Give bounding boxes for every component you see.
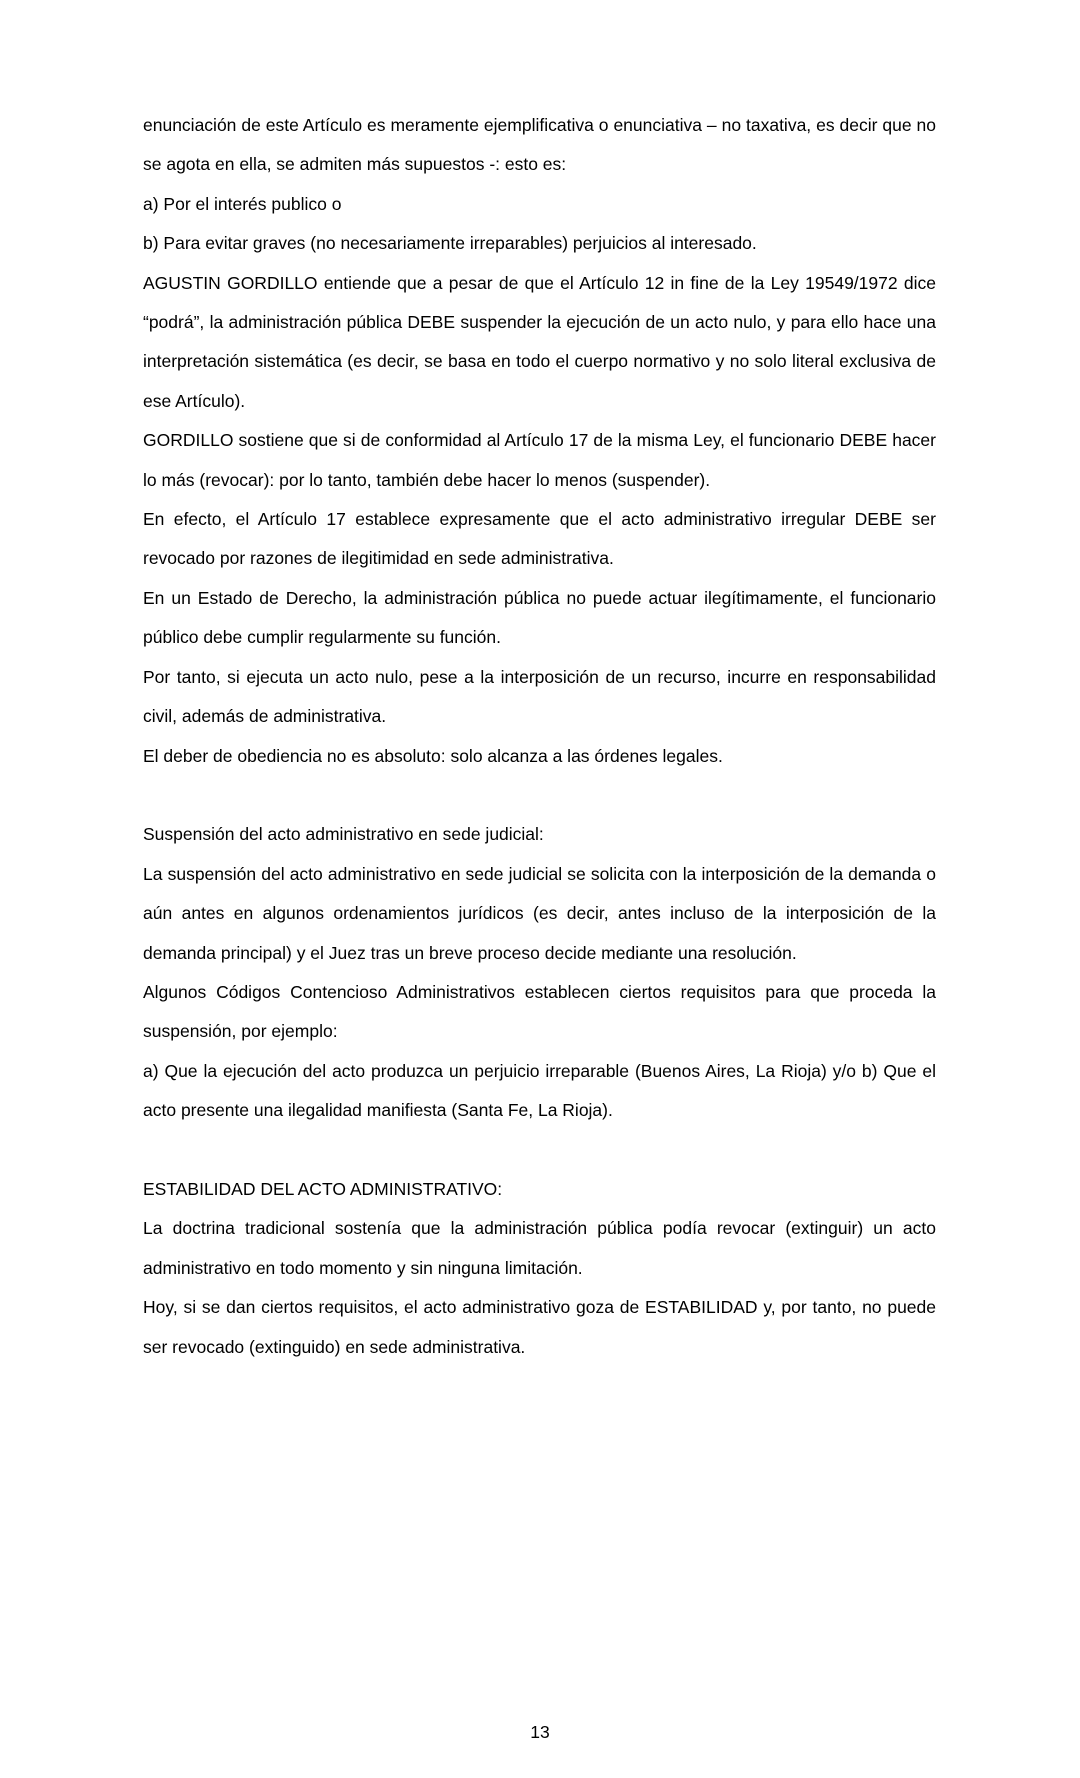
section-heading: ESTABILIDAD DEL ACTO ADMINISTRATIVO: (143, 1178, 503, 1199)
paragraph: a) Que la ejecución del acto produzca un perjuicio irreparable (Buenos Aires, La Rioja) y/o b) Que el acto presente una ilegalidad manifiesta (Santa Fe, La Rioja). (143, 1060, 936, 1121)
page-number: 13 (530, 1722, 550, 1742)
page-footer (0, 1722, 1080, 1742)
paragraph: La doctrina tradicional sostenía que la administración pública podía revocar (extinguir) un acto administrativo en todo momento y sin ninguna limitación. (143, 1218, 936, 1278)
paragraph: Por tanto, si ejecuta un acto nulo, pese a la interposición de un recurso, incurre en responsabilidad civil, además de administrativa. (143, 666, 936, 727)
paragraph: La suspensión del acto administrativo en sede judicial se solicita con la interposición de la demanda o aún antes en algunos ordenamientos jurídicos (es decir, antes incluso de la interposición de la demanda principal) y el Juez tras un breve proceso decide mediante una resolución. (143, 863, 936, 963)
text-body (143, 106, 936, 1367)
list-item: a) Por el interés publico o (143, 193, 342, 214)
paragraph: En un Estado de Derecho, la administración pública no puede actuar ilegítimamente, el funcionario público debe cumplir regularmente su función. (143, 587, 936, 648)
paragraph: GORDILLO sostiene que si de conformidad al Artículo 17 de la misma Ley, el funcionario DEBE hacer lo más (revocar): por lo tanto, también debe hacer lo menos (suspender). (143, 430, 936, 490)
paragraph: AGUSTIN GORDILLO entiende que a pesar de que el Artículo 12 in fine de la Ley 19549/1972 dice “podrá”, la administración pública DEBE suspender la ejecución de un acto nulo, y para ello hace una interpretación sistemática (es decir, se basa en todo el cuerpo normativo y no solo literal exclusiva de ese Artículo). (143, 272, 936, 411)
paragraph: enunciación de este Artículo es meramente ejemplificativa o enunciativa – no taxativa, es decir que no se agota en ella, se admiten más supuestos -: esto es: (143, 115, 936, 175)
paragraph: Algunos Códigos Contencioso Administrativos establecen ciertos requisitos para que proceda la suspensión, por ejemplo: (143, 981, 936, 1042)
section-heading: Suspensión del acto administrativo en sede judicial: (143, 824, 544, 845)
paragraph: El deber de obediencia no es absoluto: solo alcanza a las órdenes legales. (143, 745, 723, 766)
paragraph: Hoy, si se dan ciertos requisitos, el acto administrativo goza de ESTABILIDAD y, por tanto, no puede ser revocado (extinguido) en sede administrativa. (143, 1297, 936, 1357)
list-item: b) Para evitar graves (no necesariamente irreparables) perjuicios al interesado. (143, 233, 757, 254)
paragraph: En efecto, el Artículo 17 establece expresamente que el acto administrativo irregular DEBE ser revocado por razones de ilegitimidad en sede administrativa. (143, 509, 936, 569)
